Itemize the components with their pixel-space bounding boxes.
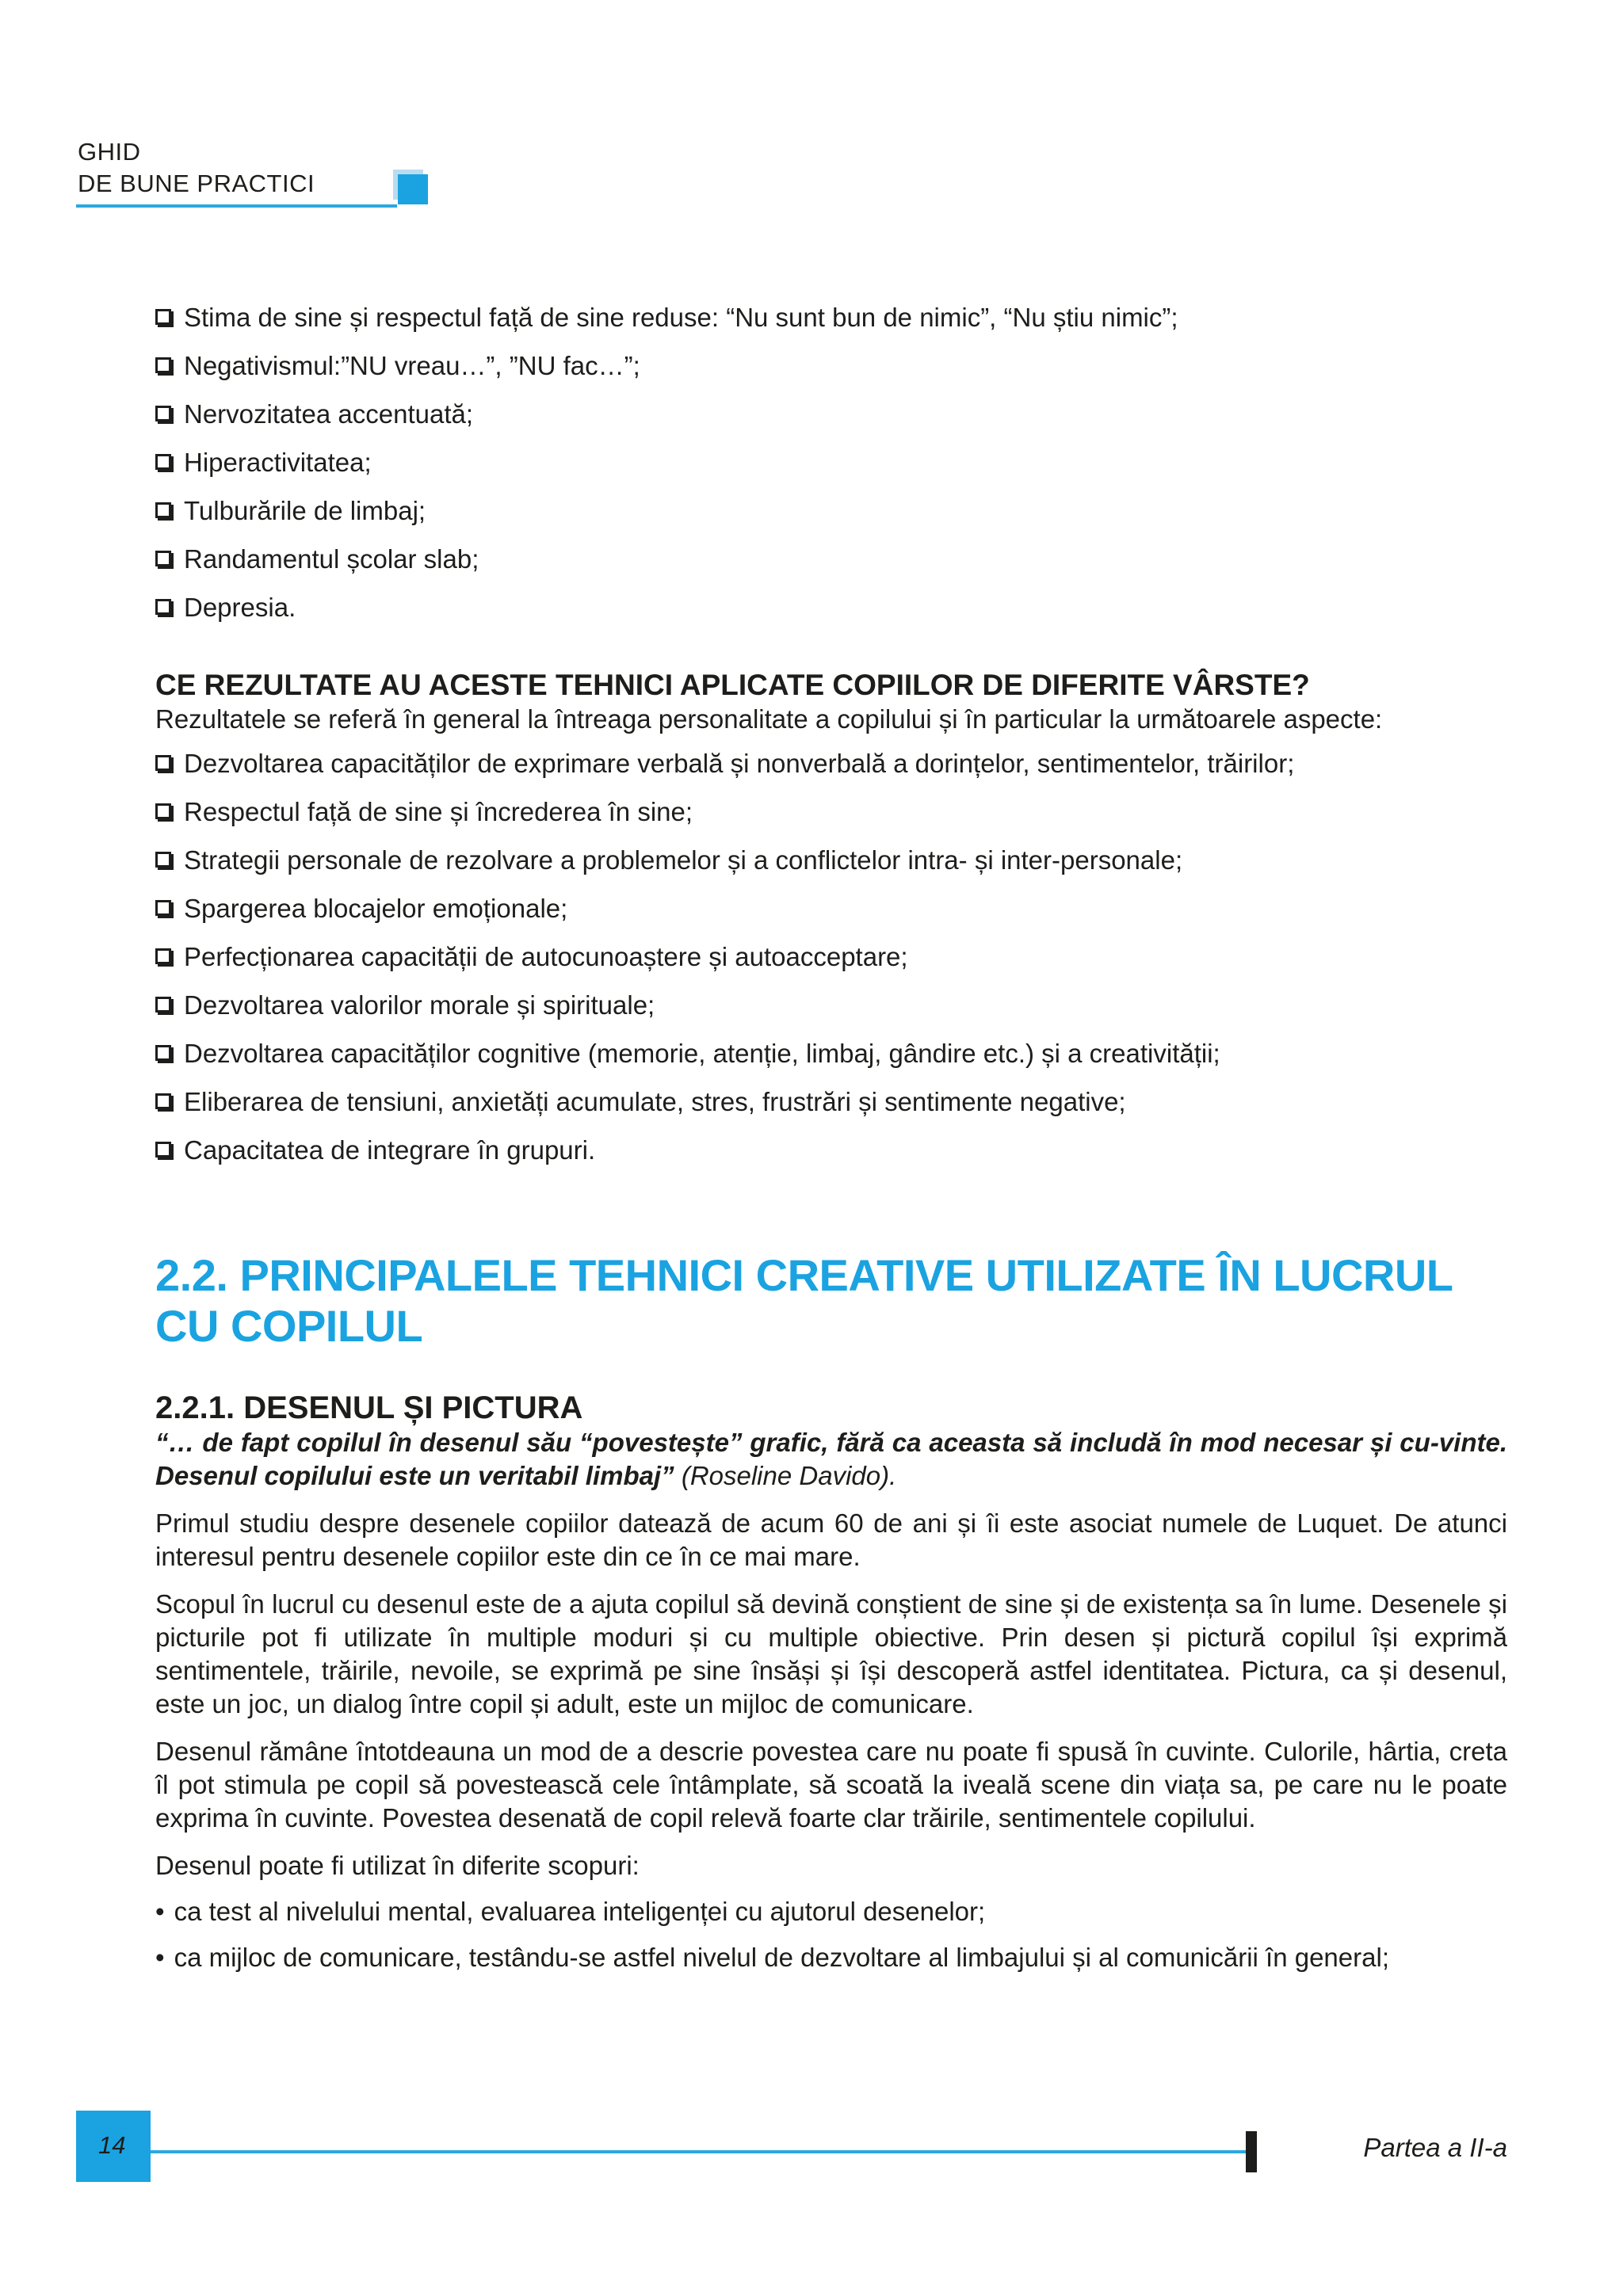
list-item: Spargerea blocajelor emoționale; — [155, 892, 1507, 940]
footer-bar — [1246, 2131, 1257, 2172]
checkbox-bullet-icon — [155, 454, 171, 470]
list-item: Dezvoltarea capacităților cognitive (memorie, atenție, limbaj, gândire etc.) și a creativității; — [155, 1037, 1507, 1085]
list-item: Negativismul:”NU vreau…”, ”NU fac…”; — [155, 349, 1507, 398]
checkbox-bullet-icon — [155, 599, 171, 615]
list-item: Respectul față de sine și încrederea în sine; — [155, 795, 1507, 844]
header-line-1: GHID — [78, 138, 141, 166]
header-square — [398, 174, 428, 204]
bullet-item: • ca test al nivelului mental, evaluarea inteligenței cu ajutorul desenelor; — [155, 1897, 986, 1926]
checkbox-bullet-icon — [155, 309, 171, 325]
footer-rule — [151, 2150, 1249, 2153]
list-item: Capacitatea de integrare în grupuri. — [155, 1134, 1507, 1182]
bullet-dot-icon: • — [155, 1943, 165, 1972]
checkbox-bullet-icon — [155, 1045, 171, 1061]
checkbox-bullet-icon — [155, 551, 171, 566]
page-content — [155, 301, 1507, 1974]
list-item: Dezvoltarea capacităților de exprimare verbală și nonverbală a dorințelor, sentimentelor, trăirilor; — [155, 747, 1507, 795]
paragraph: Scopul în lucrul cu desenul este de a ajuta copilul să devină conștient de sine și de existența sa în lume. Desenele și picturile pot fi utilizate în multiple moduri și cu multiple obiective. Prin desen și pictură copilul își exprimă sentimentele, trăirile, nevoile, se exprimă pe sine însăși și își descoperă astfel identitatea. Pictura, ca și desenul, este un joc, un dialog între copil și adult, este un mijloc de comunicare. — [155, 1589, 1507, 1718]
checkbox-bullet-icon — [155, 997, 171, 1013]
list-item: Nervozitatea accentuată; — [155, 398, 1507, 446]
section-title: 2.2. PRINCIPALELE TEHNICI CREATIVE UTILIZATE ÎN LUCRUL CU COPILUL — [155, 1250, 1453, 1351]
list-item: Perfecționarea capacității de autocunoaștere și autoacceptare; — [155, 940, 1507, 989]
footer-part-label: Partea a II-a — [1363, 2133, 1507, 2162]
paragraph: Primul studiu despre desenele copiilor datează de acum 60 de ani și îi este asociat numele de Luquet. De atunci interesul pentru desenele copiilor este din ce în ce mai mare. — [155, 1508, 1507, 1571]
list-item: Strategii personale de rezolvare a problemelor și a conflictelor intra- și inter-personale; — [155, 844, 1507, 892]
checkbox-bullet-icon — [155, 1142, 171, 1158]
results-question-heading: CE REZULTATE AU ACESTE TEHNICI APLICATE COPIILOR DE DIFERITE VÂRSTE? — [155, 669, 1310, 701]
bullet-dot-icon: • — [155, 1897, 165, 1926]
list-item: Stima de sine și respectul față de sine reduse: “Nu sunt bun de nimic”, “Nu știu nimic”; — [155, 301, 1507, 349]
epigraph-quote — [155, 1426, 1507, 1493]
results-intro: Rezultatele se referă în general la întreaga personalitate a copilului și în particular la următoarele aspecte: — [155, 704, 1383, 734]
list-item: Randamentul școlar slab; — [155, 543, 1507, 591]
header-line-2: DE BUNE PRACTICI — [78, 170, 315, 197]
checkbox-bullet-icon — [155, 755, 171, 771]
symptom-list — [155, 301, 1507, 639]
checkbox-bullet-icon — [155, 1093, 171, 1109]
subsection-title: 2.2.1. DESENUL ȘI PICTURA — [155, 1390, 583, 1425]
checkbox-bullet-icon — [155, 357, 171, 373]
quote-author: (Roseline Davido). — [674, 1461, 897, 1490]
checkbox-bullet-icon — [155, 948, 171, 964]
checkbox-bullet-icon — [155, 803, 171, 819]
running-header — [78, 136, 434, 200]
list-item: Tulburările de limbaj; — [155, 494, 1507, 543]
checkbox-bullet-icon — [155, 852, 171, 868]
paragraph: Desenul rămâne întotdeauna un mod de a descrie povestea care nu poate fi spusă în cuvinte. Culorile, hârtia, creta îl pot stimula pe copil să povestească cele întâmplate, să scoată la iveală scene din viața sa, pe care nu le poate exprima în cuvinte. Povestea desenată de copil relevă foarte clar trăirile, sentimentele copilului. — [155, 1737, 1507, 1833]
list-item: Eliberarea de tensiuni, anxietăți acumulate, stres, frustrări și sentimente negative; — [155, 1085, 1507, 1134]
quote-text: “… de fapt copilul în desenul său “povestește” grafic, fără ca aceasta să includă în mod necesar și cu-vinte. Desenul copilului este un veritabil limbaj” — [155, 1428, 1507, 1490]
checkbox-bullet-icon — [155, 502, 171, 518]
bullet-item: • ca mijloc de comunicare, testându-se astfel nivelul de dezvoltare al limbajului și al comunicării în general; — [155, 1943, 1389, 1972]
header-rule — [76, 204, 397, 208]
page-number: 14 — [98, 2131, 126, 2159]
checkbox-bullet-icon — [155, 900, 171, 916]
results-list — [155, 747, 1507, 1182]
checkbox-bullet-icon — [155, 406, 171, 421]
paragraph: Desenul poate fi utilizat în diferite scopuri: — [155, 1851, 640, 1880]
list-item: Depresia. — [155, 591, 1507, 639]
list-item: Hiperactivitatea; — [155, 446, 1507, 494]
list-item: Dezvoltarea valorilor morale și spirituale; — [155, 989, 1507, 1037]
